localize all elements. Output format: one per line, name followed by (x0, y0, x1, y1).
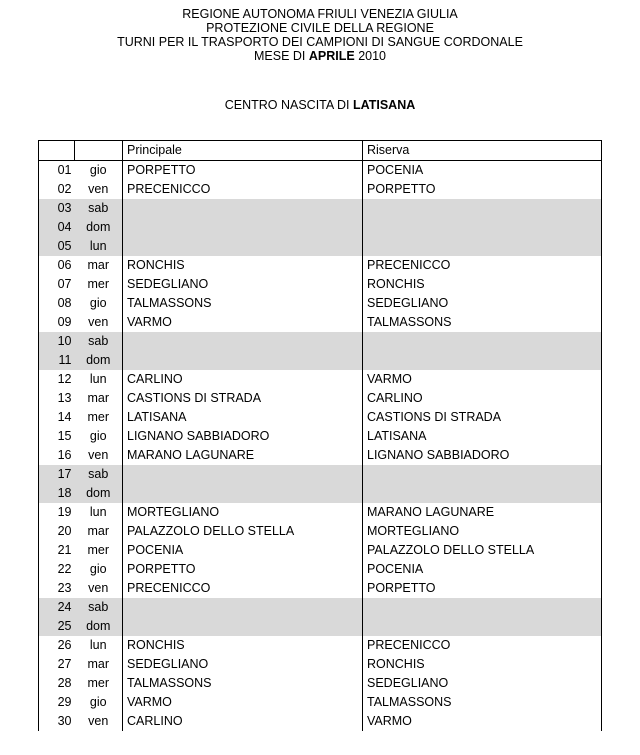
header-region: REGIONE AUTONOMA FRIULI VENEZIA GIULIA (182, 7, 458, 21)
day-cell: 03 (39, 199, 75, 218)
table-row (39, 579, 602, 598)
riserva-cell (363, 484, 602, 503)
day-cell: 26 (39, 636, 75, 655)
centre-prefix: CENTRO NASCITA DI (224, 98, 353, 112)
principale-cell (123, 465, 363, 484)
day-cell: 30 (39, 712, 75, 731)
table-row (39, 389, 602, 408)
riserva-cell: POCENIA (363, 560, 602, 579)
principale-cell: SEDEGLIANO (123, 655, 363, 674)
weekday-cell: lun (75, 503, 123, 522)
day-cell: 02 (39, 180, 75, 199)
table-row (39, 541, 602, 560)
day-cell: 18 (39, 484, 75, 503)
header-month-line (0, 49, 640, 63)
principale-cell: PORPETTO (123, 560, 363, 579)
weekday-cell: lun (75, 370, 123, 389)
riserva-cell: CARLINO (363, 389, 602, 408)
principale-cell: TALMASSONS (123, 294, 363, 313)
weekday-cell: ven (75, 446, 123, 465)
table-row (39, 199, 602, 218)
weekday-cell: sab (75, 465, 123, 484)
column-header-principale: Principale (123, 141, 363, 161)
principale-cell: MORTEGLIANO (123, 503, 363, 522)
weekday-cell: mer (75, 275, 123, 294)
table-row (39, 237, 602, 256)
principale-cell: SEDEGLIANO (123, 275, 363, 294)
principale-cell: POCENIA (123, 541, 363, 560)
riserva-cell (363, 617, 602, 636)
riserva-cell: PORPETTO (363, 579, 602, 598)
day-cell: 21 (39, 541, 75, 560)
month-name: APRILE (308, 49, 355, 63)
weekday-cell: sab (75, 598, 123, 617)
day-cell: 27 (39, 655, 75, 674)
riserva-cell: VARMO (363, 370, 602, 389)
weekday-cell: dom (75, 617, 123, 636)
table-row (39, 408, 602, 427)
principale-cell: MARANO LAGUNARE (123, 446, 363, 465)
principale-cell: PORPETTO (123, 161, 363, 181)
riserva-cell (363, 237, 602, 256)
day-cell: 16 (39, 446, 75, 465)
principale-cell: LIGNANO SABBIADORO (123, 427, 363, 446)
day-cell: 29 (39, 693, 75, 712)
principale-cell: VARMO (123, 313, 363, 332)
riserva-cell: PALAZZOLO DELLO STELLA (363, 541, 602, 560)
table-row (39, 313, 602, 332)
weekday-cell: dom (75, 484, 123, 503)
table-row (39, 598, 602, 617)
riserva-cell: RONCHIS (363, 275, 602, 294)
riserva-cell: PORPETTO (363, 180, 602, 199)
principale-cell: TALMASSONS (123, 674, 363, 693)
riserva-cell: SEDEGLIANO (363, 674, 602, 693)
riserva-cell (363, 465, 602, 484)
table-row (39, 370, 602, 389)
riserva-cell: CASTIONS DI STRADA (363, 408, 602, 427)
weekday-cell: mar (75, 522, 123, 541)
day-cell: 06 (39, 256, 75, 275)
principale-cell (123, 332, 363, 351)
riserva-cell (363, 351, 602, 370)
principale-cell: CARLINO (123, 712, 363, 731)
table-row (39, 674, 602, 693)
table-row (39, 693, 602, 712)
weekday-cell: gio (75, 560, 123, 579)
weekday-cell: gio (75, 294, 123, 313)
day-cell: 28 (39, 674, 75, 693)
riserva-cell: VARMO (363, 712, 602, 731)
riserva-cell (363, 332, 602, 351)
principale-cell (123, 617, 363, 636)
table-row (39, 484, 602, 503)
weekday-cell: ven (75, 712, 123, 731)
riserva-cell: PRECENICCO (363, 256, 602, 275)
month-prefix: MESE DI (254, 49, 309, 63)
column-header-day (39, 141, 75, 161)
weekday-cell: mer (75, 408, 123, 427)
table-row (39, 294, 602, 313)
table-row (39, 522, 602, 541)
principale-cell: VARMO (123, 693, 363, 712)
centre-name: LATISANA (353, 98, 416, 112)
day-cell: 08 (39, 294, 75, 313)
weekday-cell: dom (75, 218, 123, 237)
weekday-cell: mar (75, 256, 123, 275)
day-cell: 04 (39, 218, 75, 237)
principale-cell: PRECENICCO (123, 579, 363, 598)
principale-cell: RONCHIS (123, 256, 363, 275)
weekday-cell: sab (75, 332, 123, 351)
header-title: TURNI PER IL TRASPORTO DEI CAMPIONI DI SANGUE CORDONALE (117, 35, 523, 49)
table-row (39, 256, 602, 275)
weekday-cell: mar (75, 655, 123, 674)
riserva-cell: MARANO LAGUNARE (363, 503, 602, 522)
weekday-cell: mer (75, 541, 123, 560)
day-cell: 09 (39, 313, 75, 332)
header-department: PROTEZIONE CIVILE DELLA REGIONE (206, 21, 434, 35)
principale-cell (123, 598, 363, 617)
day-cell: 23 (39, 579, 75, 598)
table-row (39, 427, 602, 446)
schedule-body (39, 161, 602, 732)
table-row (39, 712, 602, 731)
day-cell: 19 (39, 503, 75, 522)
table-row (39, 218, 602, 237)
centre-title (0, 98, 640, 112)
day-cell: 24 (39, 598, 75, 617)
riserva-cell (363, 598, 602, 617)
weekday-cell: sab (75, 199, 123, 218)
day-cell: 07 (39, 275, 75, 294)
principale-cell (123, 484, 363, 503)
table-row (39, 161, 602, 181)
riserva-cell: PRECENICCO (363, 636, 602, 655)
table-row (39, 503, 602, 522)
weekday-cell: gio (75, 161, 123, 181)
day-cell: 11 (39, 351, 75, 370)
schedule-table (38, 140, 602, 731)
table-row (39, 446, 602, 465)
principale-cell (123, 218, 363, 237)
weekday-cell: gio (75, 427, 123, 446)
riserva-cell: LIGNANO SABBIADORO (363, 446, 602, 465)
weekday-cell: lun (75, 237, 123, 256)
table-row (39, 332, 602, 351)
principale-cell: CASTIONS DI STRADA (123, 389, 363, 408)
column-header-weekday (75, 141, 123, 161)
riserva-cell (363, 199, 602, 218)
table-row (39, 275, 602, 294)
table-row (39, 180, 602, 199)
document-header (0, 7, 640, 63)
riserva-cell: RONCHIS (363, 655, 602, 674)
weekday-cell: ven (75, 579, 123, 598)
day-cell: 05 (39, 237, 75, 256)
principale-cell: PALAZZOLO DELLO STELLA (123, 522, 363, 541)
principale-cell: LATISANA (123, 408, 363, 427)
principale-cell (123, 237, 363, 256)
weekday-cell: mar (75, 389, 123, 408)
table-row (39, 560, 602, 579)
day-cell: 15 (39, 427, 75, 446)
riserva-cell (363, 218, 602, 237)
day-cell: 22 (39, 560, 75, 579)
month-year: 2010 (354, 49, 386, 63)
riserva-cell: TALMASSONS (363, 693, 602, 712)
table-row (39, 465, 602, 484)
riserva-cell: LATISANA (363, 427, 602, 446)
day-cell: 17 (39, 465, 75, 484)
table-header-row (39, 141, 602, 161)
day-cell: 01 (39, 161, 75, 181)
day-cell: 25 (39, 617, 75, 636)
table-row (39, 351, 602, 370)
riserva-cell: MORTEGLIANO (363, 522, 602, 541)
principale-cell: CARLINO (123, 370, 363, 389)
table-row (39, 655, 602, 674)
weekday-cell: ven (75, 180, 123, 199)
column-header-riserva: Riserva (363, 141, 602, 161)
riserva-cell: TALMASSONS (363, 313, 602, 332)
day-cell: 10 (39, 332, 75, 351)
weekday-cell: ven (75, 313, 123, 332)
table-row (39, 617, 602, 636)
weekday-cell: mer (75, 674, 123, 693)
day-cell: 20 (39, 522, 75, 541)
principale-cell (123, 351, 363, 370)
table-row (39, 636, 602, 655)
principale-cell: PRECENICCO (123, 180, 363, 199)
principale-cell (123, 199, 363, 218)
principale-cell: RONCHIS (123, 636, 363, 655)
riserva-cell: POCENIA (363, 161, 602, 181)
weekday-cell: dom (75, 351, 123, 370)
riserva-cell: SEDEGLIANO (363, 294, 602, 313)
weekday-cell: lun (75, 636, 123, 655)
day-cell: 12 (39, 370, 75, 389)
weekday-cell: gio (75, 693, 123, 712)
day-cell: 13 (39, 389, 75, 408)
day-cell: 14 (39, 408, 75, 427)
